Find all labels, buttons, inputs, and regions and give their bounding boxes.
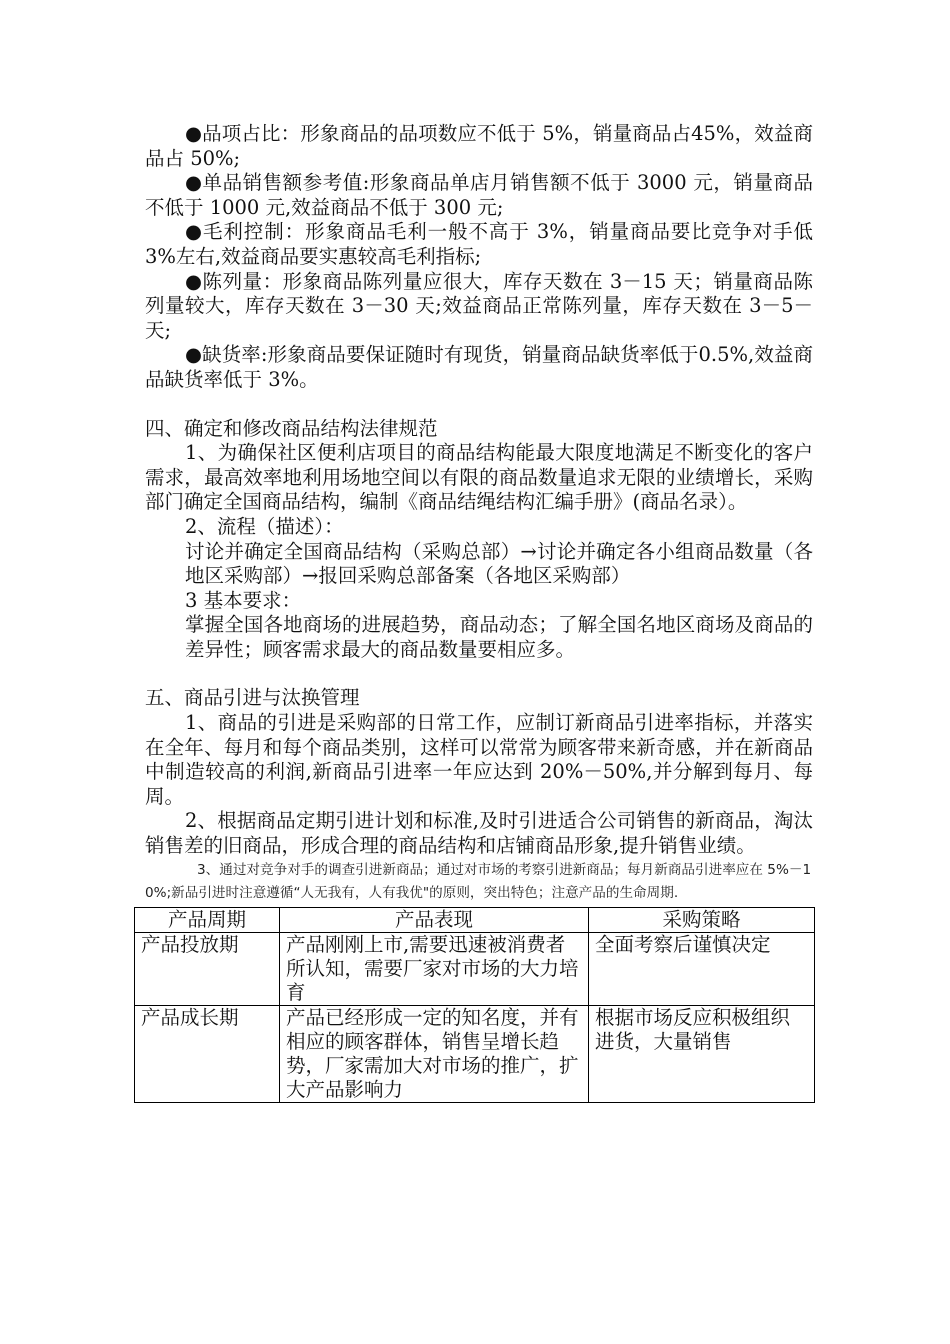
section5-paragraph-1: 1、商品的引进是采购部的日常工作，应制订新商品引进率指标，并落实在全年、每月和每个商品类别，这样可以常常为顾客带来新奇感，并在新商品中制造较高的利润,新商品引进率一年应达到 20%－50%,并分解到每月、每周。 xyxy=(145,711,813,808)
table-row xyxy=(135,1005,815,1102)
table-cell: 全面考察后谨慎决定 xyxy=(589,932,815,1005)
table-cell: 产品投放期 xyxy=(135,932,280,1005)
table-header-cell: 产品周期 xyxy=(135,907,280,932)
bullet-item-margin: ●毛利控制：形象商品毛利一般不高于 3%，销量商品要比竞争对手低 3%左右,效益商品要实惠较高毛利指标; xyxy=(145,220,813,268)
spacer xyxy=(145,393,813,417)
section4-step-title: 2、流程（描述）： xyxy=(185,514,344,538)
table-row xyxy=(135,932,815,1005)
table-cell: 产品已经形成一定的知名度，并有相应的顾客群体，销售呈增长趋势，厂家需加大对市场的推广，扩大产品影响力 xyxy=(280,1005,589,1102)
section5-paragraph-2: 2、根据商品定期引进计划和标准,及时引进适合公司销售的新商品，淘汰销售差的旧商品，形成合理的商品结构和店铺商品形象,提升销售业绩。 xyxy=(145,809,813,858)
section-heading-4: 四、确定和修改商品结构法律规范 xyxy=(145,416,438,440)
table-header-row xyxy=(135,907,815,932)
section4-paragraph-1: 1、为确保社区便利店项目的商品结构能最大限度地满足不断变化的客户需求，最高效率地利用场地空间以有限的商品数量追求无限的业绩增长，采购部门确定全国商品结构，编制《商品结绳结构汇编手册》(商品名录）。 xyxy=(145,441,813,514)
bullet-item-display: ●陈列量：形象商品陈列量应很大，库存天数在 3－15 天；销量商品陈列量较大，库存天数在 3－30 天;效益商品正常陈列量，库存天数在 3－5－天; xyxy=(145,269,813,342)
spacer xyxy=(145,662,813,686)
section4-process-flow: 讨论并确定全国商品结构（采购总部）→讨论并确定各小组商品数量（各地区采购部）→报回采购总部备案（各地区采购部） xyxy=(185,539,813,588)
table-cell: 产品刚刚上市,需要迅速被消费者所认知，需要厂家对市场的大力培育 xyxy=(280,932,589,1005)
bullet-item-stockout: ●缺货率:形象商品要保证随时有现货，销量商品缺货率低于0.5%,效益商品缺货率低于 3%。 xyxy=(145,343,813,391)
bullet-item-share: ●品项占比：形象商品的品项数应不低于 5%，销量商品占45%，效益商品占 50%; xyxy=(145,122,813,170)
document-page xyxy=(141,122,813,1103)
section4-requirements-title: 3 基本要求： xyxy=(185,588,302,612)
section4-requirements-body: 掌握全国各地商场的进展趋势，商品动态；了解全国名地区商场及商品的差异性；顾客需求最大的商品数量要相应多。 xyxy=(185,613,813,661)
table-cell: 产品成长期 xyxy=(135,1005,280,1102)
section5-paragraph-3: 3、通过对竞争对手的调查引进新商品；通过对市场的考察引进新商品；每月新商品引进率应在 5%－10%;新品引进时注意遵循“人无我有，人有我优"的原则，突出特色；注意产品的生命周期. xyxy=(145,861,812,902)
table-cell: 根据市场反应积极组织进货，大量销售 xyxy=(589,1005,815,1102)
table-header-cell: 产品表现 xyxy=(280,907,589,932)
product-lifecycle-table xyxy=(134,907,815,1103)
bullet-item-sales-reference: ●单品销售额参考值:形象商品单店月销售额不低于 3000 元，销量商品不低于 1000 元,效益商品不低于 300 元; xyxy=(145,171,813,219)
section-heading-5: 五、商品引进与汰换管理 xyxy=(145,686,360,710)
table-header-cell: 采购策略 xyxy=(589,907,815,932)
